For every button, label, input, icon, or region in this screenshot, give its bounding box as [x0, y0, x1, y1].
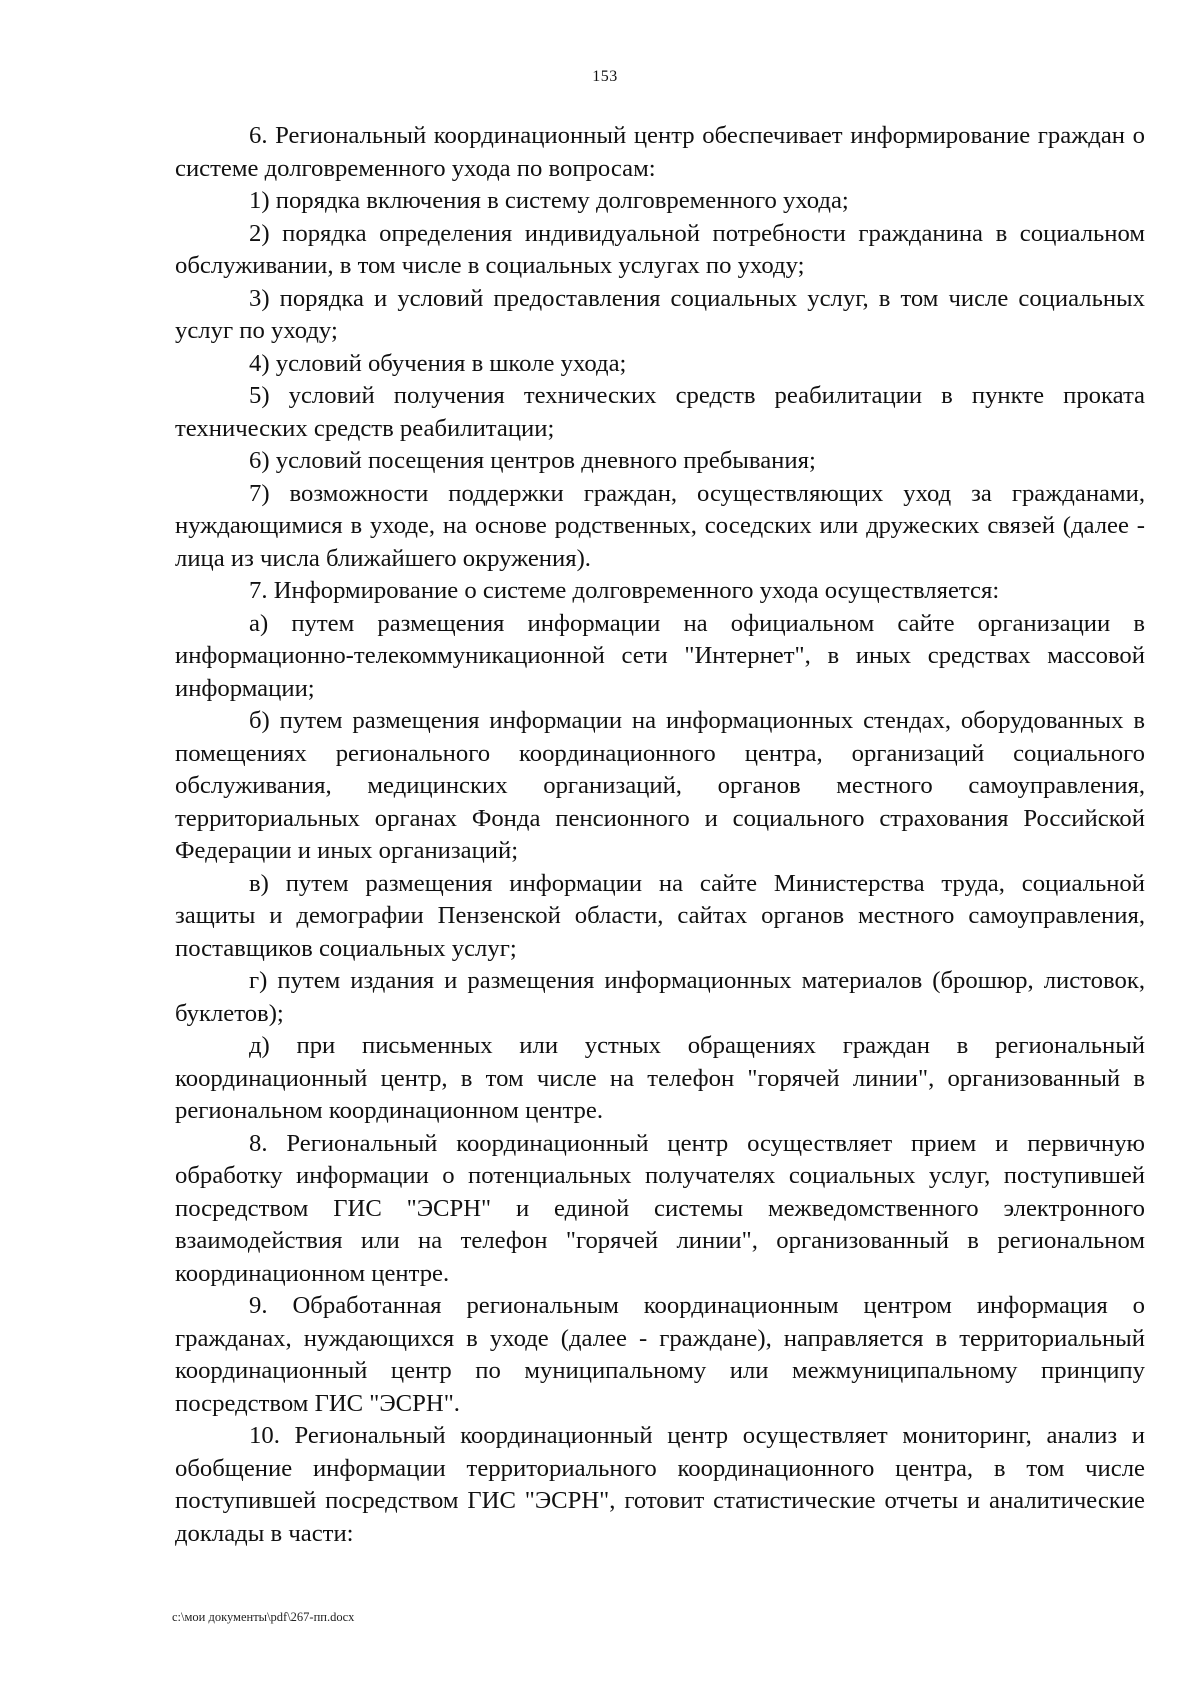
paragraph-7: 7. Информирование о системе долговременного ухода осуществляется: — [249, 577, 1000, 604]
list-item-7: 7) возможности поддержки граждан, осуществляющих уход за гражданами, нуждающимися в уходе, на основе родственных, соседских или дружеских связей (далее - лица из числа ближайшего окружения). — [175, 479, 1145, 572]
list-item-4: 4) условий обучения в школе ухода; — [249, 349, 627, 377]
paragraph-6: 6. Региональный координационный центр обеспечивает информирование граждан о системе долговременного ухода по вопросам: — [175, 122, 1145, 182]
list-item-g: г) путем издания и размещения информационных материалов (брошюр, листовок, буклетов); — [175, 967, 1145, 1027]
list-item-2: 2) порядка определения индивидуальной потребности гражданина в социальном обслуживании, в том числе в социальных услугах по уходу; — [175, 219, 1145, 279]
list-item-v: в) путем размещения информации на сайте Министерства труда, социальной защиты и демографии Пензенской области, сайтах органов местного самоуправления, поставщиков социальных услуг; — [175, 869, 1145, 962]
list-item-5: 5) условий получения технических средств реабилитации в пункте проката технических средств реабилитации; — [175, 382, 1145, 442]
list-item-6: 6) условий посещения центров дневного пребывания; — [249, 447, 816, 474]
paragraph-9: 9. Обработанная региональным координационным центром информация о гражданах, нуждающихся в уходе (далее - граждане), направляется в территориальный координационный центр по муниципальному или межмуниципальному принципу посредством ГИС "ЭСРН". — [175, 1292, 1145, 1417]
list-item-d: д) при письменных или устных обращениях граждан в региональный координационный центр, в том числе на телефон "горячей линии", организованный в региональном координационном центре. — [175, 1032, 1145, 1124]
list-item-3: 3) порядка и условий предоставления социальных услуг, в том числе социальных услуг по уходу; — [175, 284, 1145, 344]
list-item-1: 1) порядка включения в систему долговременного ухода; — [249, 187, 849, 214]
document-body — [175, 120, 1145, 1550]
paragraph-10: 10. Региональный координационный центр осуществляет мониторинг, анализ и обобщение информации территориального координационного центра, в том числе поступившей посредством ГИС "ЭСРН", готовит статистические отчеты и аналитические доклады в части: — [175, 1422, 1145, 1547]
paragraph-8: 8. Региональный координационный центр осуществляет прием и первичную обработку информации о потенциальных получателях социальных услуг, поступившей посредством ГИС "ЭСРН" и единой системы межведомственного электронного взаимодействия или на телефон "горячей линии", организованный в региональном координационном центре. — [175, 1129, 1145, 1287]
list-item-b: б) путем размещения информации на информационных стендах, оборудованных в помещениях регионального координационного центра, организаций социального обслуживания, медицинских организаций, органов местного самоуправления, территориальных органах Фонда пенсионного и социального страхования Российской Федерации и иных организаций; — [175, 707, 1145, 864]
footer-file-path: c:\мои документы\pdf\267-пп.docx — [172, 1610, 355, 1624]
page-number: 153 — [592, 68, 618, 85]
list-item-a: а) путем размещения информации на официальном сайте организации в информационно-телекоммуникационной сети "Интернет", в иных средствах массовой информации; — [175, 609, 1145, 702]
